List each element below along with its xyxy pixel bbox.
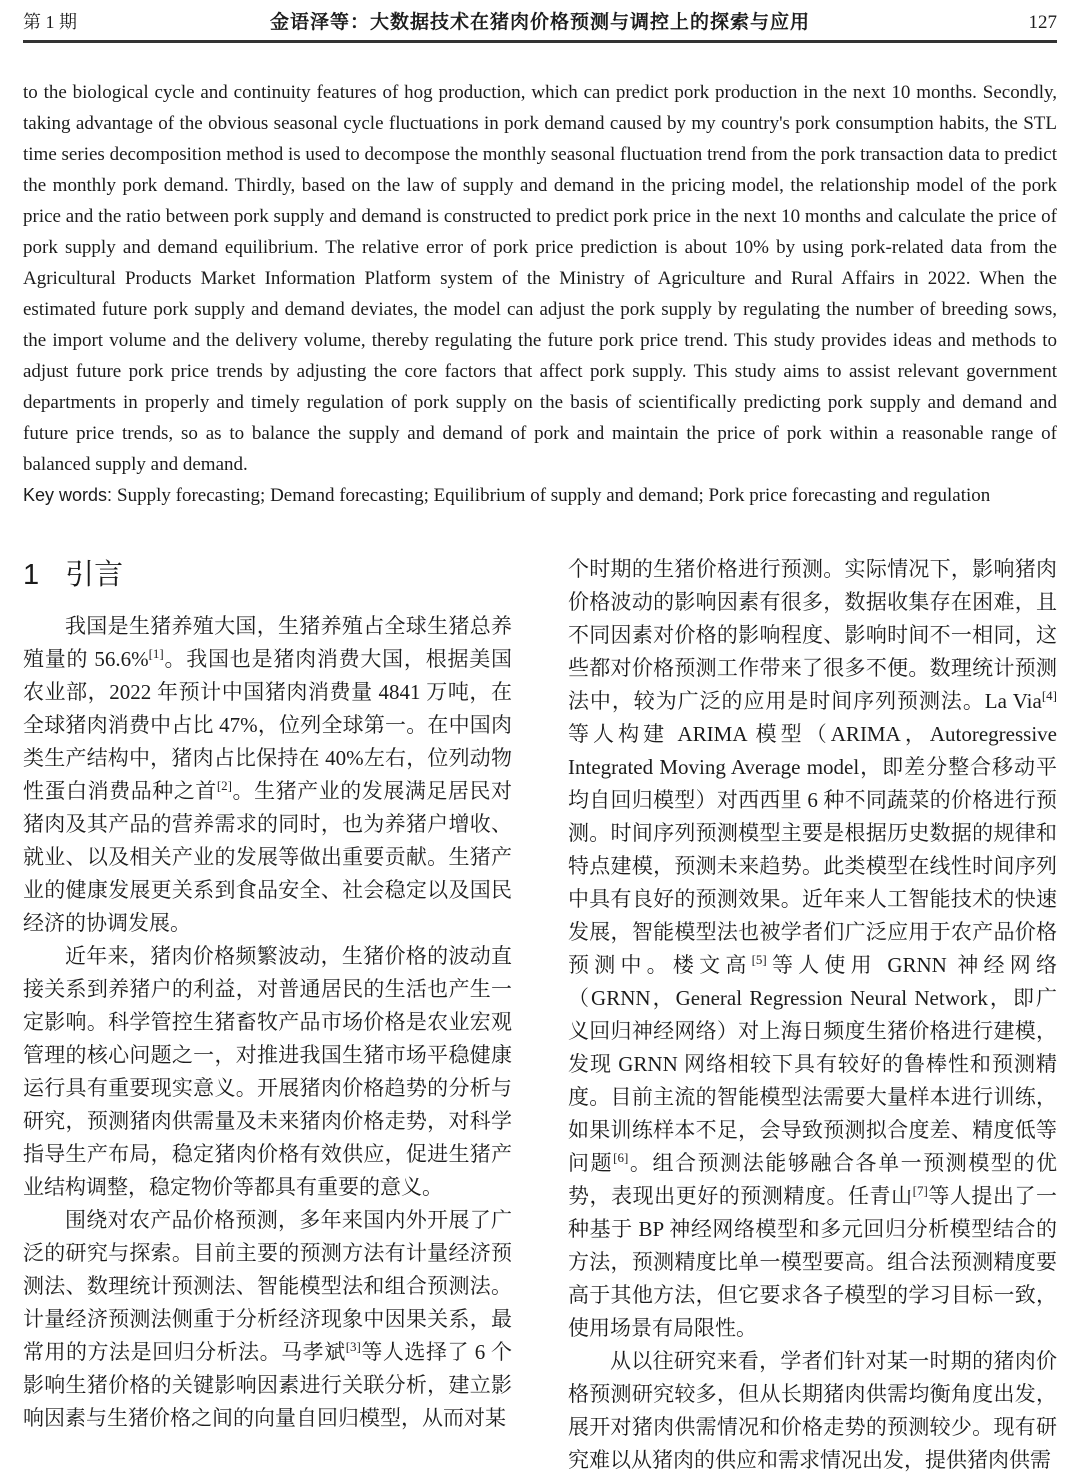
abstract-english-text: to the biological cycle and continuity features of hog production, which can predict pork production in the next 10 months. Secondly, taking advantage of the obvious seasonal cycle fluctuations in pork demand caused by my country's pork consumption habits, the STL time series decomposition method is used to decompose the monthly seasonal fluctuation trend from the pork transaction data to predict the monthly pork demand. Thirdly, based on the law of supply and demand in the pricing model, the relationship model of the pork price and the ratio between pork supply and demand is constructed to predict pork price in the next 10 months and calculate the price of pork supply and demand equilibrium. The relative error of pork price prediction is about 10% by using pork-related data from the Agricultural Products Market Information Platform system of the Ministry of Agriculture and Rural Affairs in 2022. When the estimated future pork supply and demand deviates, the model can adjust the pork supply by regulating the number of breeding sows, the import volume and the delivery volume, thereby regulating the future pork price trend. This study provides ideas and methods to adjust future pork price trends by adjusting the core factors that affect pork supply. This study aims to assist relevant government departments in properly and timely regulation of pork supply on the basis of scientifically predicting pork supply and demand and future price trends, so as to balance the supply and demand of pork and maintain the price of pork within a reasonable range of balanced supply and demand. bbox=[23, 82, 1057, 475]
right-column-paragraphs bbox=[568, 553, 1057, 1472]
body-paragraph: 从以往研究来看，学者们针对某一时期的猪肉价格预测研究较多，但从长期猪肉供需均衡角度出发，展开对猪肉供需情况和价格走势的预测较少。现有研究难以从猪肉的供应和需求情况出发，提供猪肉供需 bbox=[568, 1349, 1057, 1472]
right-column bbox=[568, 553, 1057, 1472]
two-column-body bbox=[23, 553, 1057, 1472]
header-rule-divider bbox=[23, 40, 1057, 43]
header-issue-number: 第 1 期 bbox=[23, 12, 77, 32]
keywords-label: Key words: bbox=[23, 485, 118, 505]
section-number: 1 bbox=[23, 559, 40, 591]
body-paragraph: 围绕对农产品价格预测，多年来国内外开展了广泛的研究与探索。目前主要的预测方法有计量经济预测法、数理统计预测法、智能模型法和组合预测法。计量经济预测法侧重于分析经济现象中因果关系，最常用的方法是回归分析法。马孝斌[3]等人选择了 6 个影响生猪价格的关键影响因素进行关联分析，建立影响因素与生猪价格之间的向量自回归模型，从而对某 bbox=[23, 1208, 513, 1430]
left-column bbox=[23, 553, 512, 1472]
keywords-line bbox=[23, 480, 1057, 511]
left-column-paragraphs bbox=[23, 610, 512, 1435]
body-paragraph: 个时期的生猪价格进行预测。实际情况下，影响猪肉价格波动的影响因素有很多，数据收集存在困难，且不同因素对价格的影响程度、影响时间不一相同，这些都对价格预测工作带来了很多不便。数理统计预测法中，较为广泛的应用是时间序列预测法。La Via[4]等人构建 ARIMA 模型（ARIMA，Autoregressive Integrated Moving Average model，即差分整合移动平均自回归模型）对西西里 6 种不同蔬菜的价格进行预测。时间序列预测模型主要是根据历史数据的规律和特点建模，预测未来趋势。此类模型在线性时间序列中具有良好的预测效果。近年来人工智能技术的快速发展，智能模型法也被学者们广泛应用于农产品价格预测中。楼文高[5]等人使用 GRNN 神经网络（GRNN，General Regression Neural Network，即广义回归神经网络）对上海日频度生猪价格进行建模，发现 GRNN 网络相较下具有较好的鲁棒性和预测精度。目前主流的智能模型法需要大量样本进行训练，如果训练样本不足，会导致预测拟合度差、精度低等问题[6]。组合预测法能够融合各单一预测模型的优势，表现出更好的预测精度。任青山[7]等人提出了一种基于 BP 神经网络模型和多元回归分析模型结合的方法，预测精度比单一模型要高。组合法预测精度要高于其他方法，但它要求各子模型的学习目标一致，使用场景有局限性。 bbox=[568, 557, 1058, 1340]
body-paragraph: 近年来，猪肉价格频繁波动，生猪价格的波动直接关系到养猪户的利益，对普通居民的生活也产生一定影响。科学管控生猪畜牧产品市场价格是农业宏观管理的核心问题之一，对推进我国生猪市场平稳健康运行具有重要现实意义。开展猪肉价格趋势的分析与研究，预测猪肉供需量及未来猪肉价格走势，对科学指导生产布局，稳定猪肉价格有效供应，促进生猪产业结构调整，稳定物价等都具有重要的意义。 bbox=[23, 944, 512, 1199]
header-running-title: 金语泽等：大数据技术在猪肉价格预测与调控上的探索与应用 bbox=[269, 12, 810, 33]
keywords-text: Supply forecasting; Demand forecasting; Equilibrium of supply and demand; Pork price forecasting and regulation bbox=[117, 485, 991, 506]
body-paragraph: 我国是生猪养殖大国，生猪养殖占全球生猪总养殖量的 56.6%[1]。我国也是猪肉消费大国，根据美国农业部，2022 年预计中国猪肉消费量 4841 万吨，在全球猪肉消费中占比 47%，位列全球第一。在中国肉类生产结构中，猪肉占比保持在 40%左右，位列动物性蛋白消费品种之首[2]。生猪产业的发展满足居民对猪肉及其产品的营养需求的同时，也为养猪户增收、就业、以及相关产业的发展等做出重要贡献。生猪产业的健康发展更关系到食品安全、社会稳定以及国民经济的协调发展。 bbox=[23, 614, 513, 935]
page-header bbox=[23, 0, 1057, 34]
section-heading-introduction bbox=[23, 561, 512, 590]
abstract-block bbox=[23, 77, 1057, 511]
section-title: 引言 bbox=[65, 559, 124, 591]
header-page-number: 127 bbox=[1028, 12, 1057, 33]
